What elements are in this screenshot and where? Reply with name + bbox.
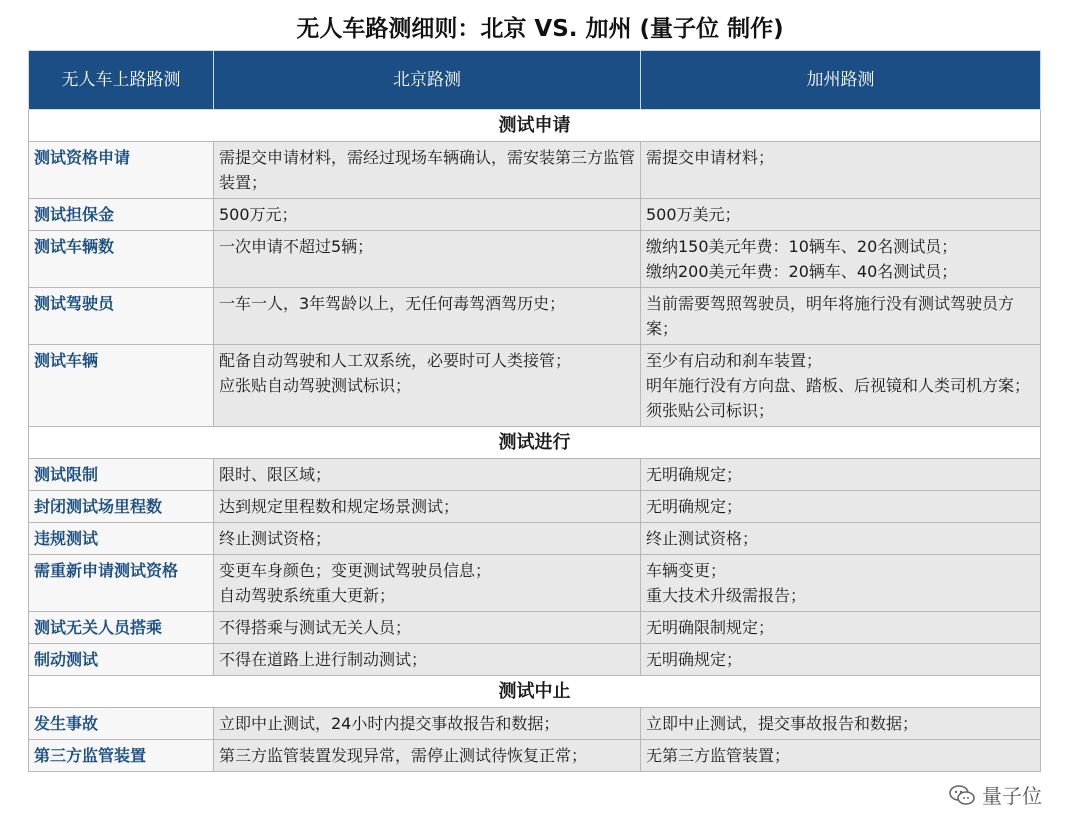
cell-line: 自动驾驶系统重大更新； xyxy=(219,586,396,605)
wechat-icon xyxy=(948,784,976,806)
cell-line: 无第三方监管装置； xyxy=(646,746,791,765)
section-title: 测试进行 xyxy=(29,427,1041,459)
cell-line: 一车一人，3年驾龄以上，无任何毒驾酒驾历史； xyxy=(219,294,566,313)
page-title: 无人车路测细则：北京 VS. 加州 (量子位 制作) xyxy=(296,16,784,42)
cell-line: 车辆变更； xyxy=(646,561,727,580)
cell-line: 终止测试资格； xyxy=(219,529,332,548)
beijing-cell xyxy=(214,523,641,555)
beijing-cell xyxy=(214,231,641,288)
cell-line: 无明确规定； xyxy=(646,650,743,669)
row-label: 测试资格申请 xyxy=(29,142,214,199)
table-row xyxy=(29,612,1041,644)
cell-line: 不得搭乘与测试无关人员； xyxy=(219,618,412,637)
cell-line: 500万元； xyxy=(219,205,298,224)
row-label: 测试限制 xyxy=(29,459,214,491)
cell-line: 变更车身颜色；变更测试驾驶员信息； xyxy=(219,561,492,580)
table-row xyxy=(29,644,1041,676)
row-label: 发生事故 xyxy=(29,708,214,740)
beijing-cell xyxy=(214,555,641,612)
beijing-cell xyxy=(214,142,641,199)
row-label: 第三方监管装置 xyxy=(29,740,214,772)
section-row xyxy=(29,427,1041,459)
beijing-cell xyxy=(214,288,641,345)
cell-line: 500万美元； xyxy=(646,205,741,224)
cell-line: 缴纳200美元年费：20辆车、40名测试员； xyxy=(646,262,958,281)
section-title: 测试申请 xyxy=(29,110,1041,142)
row-label: 测试车辆数 xyxy=(29,231,214,288)
beijing-cell xyxy=(214,708,641,740)
cell-line: 重大技术升级需报告； xyxy=(646,586,807,605)
cell-line: 达到规定里程数和规定场景测试； xyxy=(219,497,460,516)
california-cell xyxy=(641,740,1041,772)
california-cell xyxy=(641,199,1041,231)
section-title: 测试中止 xyxy=(29,676,1041,708)
california-cell xyxy=(641,491,1041,523)
beijing-cell xyxy=(214,459,641,491)
cell-line: 缴纳150美元年费：10辆车、20名测试员； xyxy=(646,237,958,256)
row-label: 测试车辆 xyxy=(29,345,214,427)
row-label: 违规测试 xyxy=(29,523,214,555)
california-cell xyxy=(641,612,1041,644)
header-beijing: 北京路测 xyxy=(214,51,641,110)
cell-line: 至少有启动和刹车装置； xyxy=(646,351,823,370)
california-cell xyxy=(641,142,1041,199)
cell-line: 需提交申请材料，需经过现场车辆确认，需安装第三方监管装置； xyxy=(219,148,636,192)
row-label: 测试担保金 xyxy=(29,199,214,231)
header-california: 加州路测 xyxy=(641,51,1041,110)
table-row xyxy=(29,345,1041,427)
california-cell xyxy=(641,459,1041,491)
cell-line: 终止测试资格； xyxy=(646,529,759,548)
cell-line: 无明确限制规定； xyxy=(646,618,775,637)
table-row xyxy=(29,708,1041,740)
california-cell xyxy=(641,708,1041,740)
cell-line: 立即中止测试，提交事故报告和数据； xyxy=(646,714,919,733)
table-row xyxy=(29,740,1041,772)
beijing-cell xyxy=(214,612,641,644)
california-cell xyxy=(641,231,1041,288)
comparison-table xyxy=(28,50,1041,772)
california-cell xyxy=(641,523,1041,555)
table-row xyxy=(29,523,1041,555)
cell-line: 一次申请不超过5辆； xyxy=(219,237,374,256)
table-row xyxy=(29,459,1041,491)
beijing-cell xyxy=(214,491,641,523)
cell-line: 立即中止测试，24小时内提交事故报告和数据； xyxy=(219,714,560,733)
table-row xyxy=(29,142,1041,199)
table-row xyxy=(29,288,1041,345)
beijing-cell xyxy=(214,199,641,231)
table-row xyxy=(29,231,1041,288)
table-header xyxy=(29,51,1041,110)
row-label: 封闭测试场里程数 xyxy=(29,491,214,523)
beijing-cell xyxy=(214,644,641,676)
row-label: 测试驾驶员 xyxy=(29,288,214,345)
cell-line: 须张贴公司标识； xyxy=(646,401,775,420)
row-label: 需重新申请测试资格 xyxy=(29,555,214,612)
cell-line: 应张贴自动驾驶测试标识； xyxy=(219,376,412,395)
table-row xyxy=(29,199,1041,231)
brand-watermark xyxy=(948,780,1042,809)
cell-line: 不得在道路上进行制动测试； xyxy=(219,650,428,669)
table-row xyxy=(29,555,1041,612)
cell-line: 无明确规定； xyxy=(646,497,743,516)
row-label: 测试无关人员搭乘 xyxy=(29,612,214,644)
cell-line: 配备自动驾驶和人工双系统，必要时可人类接管； xyxy=(219,351,572,370)
california-cell xyxy=(641,555,1041,612)
california-cell xyxy=(641,288,1041,345)
header-category: 无人车上路路测 xyxy=(29,51,214,110)
beijing-cell xyxy=(214,345,641,427)
watermark-text: 量子位 xyxy=(982,784,1042,808)
cell-line: 当前需要驾照驾驶员，明年将施行没有测试驾驶员方案； xyxy=(646,294,1015,338)
cell-line: 限时、限区域； xyxy=(219,465,332,484)
cell-line: 无明确规定； xyxy=(646,465,743,484)
beijing-cell xyxy=(214,740,641,772)
california-cell xyxy=(641,644,1041,676)
section-row xyxy=(29,676,1041,708)
table-row xyxy=(29,491,1041,523)
table-body xyxy=(29,110,1041,772)
california-cell xyxy=(641,345,1041,427)
row-label: 制动测试 xyxy=(29,644,214,676)
cell-line: 需提交申请材料； xyxy=(646,148,775,167)
cell-line: 第三方监管装置发现异常，需停止测试待恢复正常； xyxy=(219,746,588,765)
cell-line: 明年施行没有方向盘、踏板、后视镜和人类司机方案； xyxy=(646,376,1031,395)
section-row xyxy=(29,110,1041,142)
